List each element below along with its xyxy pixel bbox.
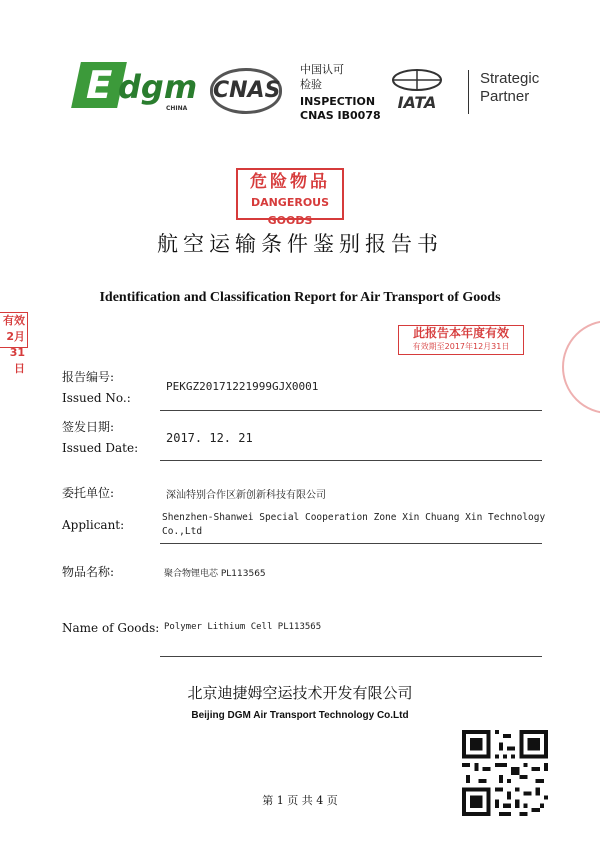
validity-stamp-line1: 此报告本年度有效 [412,326,509,340]
applicant-label-en: Applicant: [62,518,125,532]
cnas-cn-line2: 检验 [300,78,322,91]
company-name-cn: 北京迪捷姆空运技术开发有限公司 [187,684,413,702]
applicant-label-cn: 委托单位: [62,486,115,500]
issued-no-label-en: Issued No.: [62,391,131,405]
dangerous-goods-cn: 危险物品 [250,172,330,192]
company-name-en: Beijing DGM Air Transport Technology Co.Ltd [191,710,409,721]
goods-underline [160,656,542,657]
applicant-value-en-2: Co.,Ltd [162,526,203,537]
goods-label-en: Name of Goods: [62,621,160,635]
edgm-logo-mark: E [71,62,127,108]
goods-label-cn: 物品名称: [62,565,115,579]
cnas-logo: CNAS [210,68,282,114]
edge-validity-stamp [0,312,28,375]
applicant-value-cn: 深汕特别合作区新创新科技有限公司 [166,490,326,501]
issue-date-underline [160,460,542,461]
iata-logo-text: IATA [397,93,437,112]
cnas-en-text [300,95,381,123]
applicant-value-en-1: Shenzhen-Shanwei Special Cooperation Zone Xin Chuang Xin Technology [162,512,546,523]
iata-partner-line1: Strategic [480,70,540,87]
edgm-logo-text: dgm [118,68,198,106]
issued-no-label-cn: 报告编号: [62,370,115,384]
goods-value-cn: 聚合物锂电芯 PL113565 [164,569,266,579]
iata-separator [468,70,469,114]
iata-partner-text [480,70,539,106]
company-seal [562,320,600,414]
goods-value-en: Polymer Lithium Cell PL113565 [164,622,322,632]
dangerous-goods-stamp [236,168,344,227]
issued-no-value: PEKGZ20171221999GJX0001 [166,380,319,393]
cnas-en-line1: INSPECTION [300,95,376,108]
iata-logo [384,66,450,112]
validity-stamp-line2: 有效期至2017年12月31日 [412,342,510,351]
edge-stamp-line2: 2月31日 [6,330,25,375]
edgm-logo-sub: CHINA [166,105,188,112]
issue-date-value: 2017. 12. 21 [166,431,253,445]
report-title-cn: 航空运输条件鉴别报告书 [157,232,443,256]
applicant-underline [160,543,542,544]
dangerous-goods-en: DANGEROUS GOODS [250,196,330,227]
page-number: 第 1 页 共 4 页 [262,794,338,807]
cnas-cn-line1: 中国认可 [300,63,344,76]
cnas-cn-text [300,62,344,92]
issue-date-label-cn: 签发日期: [62,420,115,434]
iata-partner-line2: Partner [480,88,530,105]
issue-date-label-en: Issued Date: [62,441,139,455]
report-title-en: Identification and Classification Report for Air Transport of Goods [99,290,501,305]
edge-stamp-line1: 有效 [3,314,25,327]
validity-stamp [398,325,524,355]
issued-no-underline [160,410,542,411]
cnas-en-line2: CNAS IB0078 [300,109,381,122]
